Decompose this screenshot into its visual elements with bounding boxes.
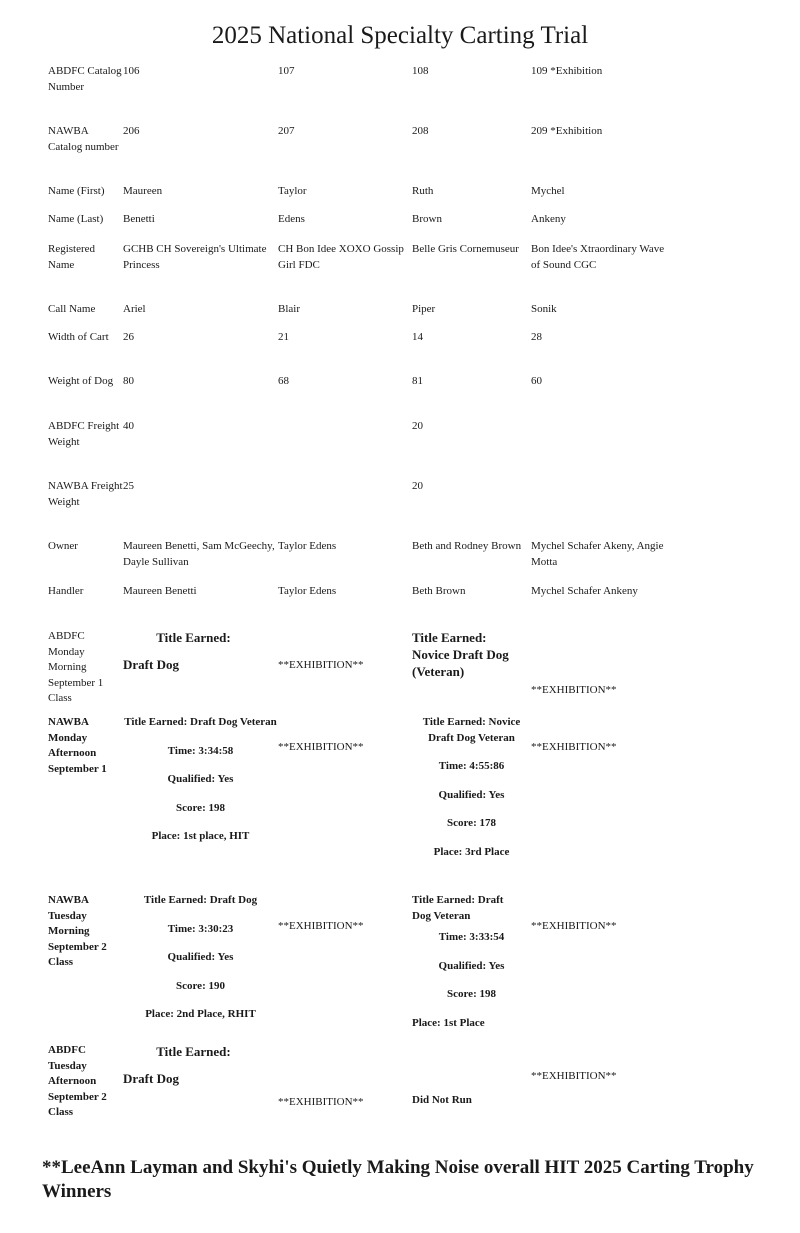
title-earned-value: Novice Draft Dog (Veteran): [412, 647, 509, 679]
result-cell: [412, 893, 531, 1043]
result-cell: [412, 629, 531, 715]
title-earned-label: Title Earned:: [156, 1044, 231, 1059]
table-row-name-first: [48, 184, 668, 212]
table-row-nawba-catalog: [48, 124, 668, 184]
score-value: Score: 178: [447, 817, 496, 829]
table-cell: Maureen: [123, 185, 163, 197]
table-cell: 25: [123, 480, 134, 492]
score-value: Score: 198: [447, 988, 496, 1000]
table-cell: 20: [412, 420, 423, 432]
row-label: Name (First): [48, 185, 105, 197]
table-cell: Ruth: [412, 185, 434, 197]
class-label: NAWBA Monday Afternoon September 1: [48, 716, 107, 775]
table-cell: 40: [123, 420, 134, 432]
row-label: Weight of Dog: [48, 375, 114, 387]
table-cell: Ariel: [123, 303, 146, 315]
table-row-nawba-monday: [48, 715, 668, 893]
table-row-owner: [48, 539, 668, 584]
row-label: Width of Cart: [48, 331, 109, 343]
row-label: NAWBA Freight Weight: [48, 480, 123, 508]
table-cell: [278, 479, 412, 539]
title-earned: Title Earned: Novice Draft Dog Veteran: [422, 716, 521, 744]
table-cell: Mychel: [531, 185, 565, 197]
class-label: NAWBA Tuesday Morning September 2 Class: [48, 894, 107, 968]
place-value: Place: 3rd Place: [433, 845, 510, 858]
table-cell: Maureen Benetti, Sam McGeechy, Dayle Sullivan: [123, 540, 275, 568]
table-cell: 107: [278, 65, 295, 77]
table-cell: Sonik: [531, 303, 557, 315]
exhibition-note: **EXHIBITION**: [531, 920, 617, 932]
qualified-value: Qualified: Yes: [167, 951, 234, 963]
table-row-abdfc-tuesday: [48, 1043, 668, 1123]
exhibition-note: **EXHIBITION**: [278, 1096, 364, 1108]
table-row-name-last: [48, 212, 668, 242]
table-row-nawba-tuesday: [48, 893, 668, 1043]
result-cell: [123, 1043, 278, 1123]
table-cell: [531, 479, 668, 539]
table-cell: 80: [123, 375, 134, 387]
row-label: Handler: [48, 585, 84, 597]
score-value: Score: 190: [176, 979, 225, 992]
table-row-abdfc-monday: [48, 629, 668, 715]
row-label: Registered Name: [48, 243, 96, 271]
table-cell: 207: [278, 125, 295, 137]
table-cell: 60: [531, 375, 542, 387]
table-cell: CH Bon Idee XOXO Gossip Girl FDC: [278, 243, 404, 271]
table-row-call-name: [48, 302, 668, 330]
exhibition-note: **EXHIBITION**: [531, 1070, 617, 1082]
table-cell: 109 *Exhibition: [531, 65, 603, 77]
table-row-cart-width: [48, 330, 668, 374]
exhibition-note: **EXHIBITION**: [531, 741, 617, 753]
table-cell: Edens: [278, 213, 305, 225]
table-cell: 20: [412, 480, 423, 492]
table-cell: [278, 419, 412, 479]
table-cell: 209 *Exhibition: [531, 125, 603, 137]
time-value: Time: 3:33:54: [438, 931, 505, 943]
time-value: Time: 3:34:58: [167, 744, 234, 757]
time-value: Time: 4:55:86: [438, 760, 505, 772]
table-cell: Blair: [278, 303, 300, 315]
table-cell: Ankeny: [531, 213, 566, 225]
title-earned: Title Earned: Draft Dog Veteran: [124, 716, 277, 728]
table-cell: Brown: [412, 213, 442, 225]
row-label: Owner: [48, 540, 78, 552]
table-cell: Belle Gris Cornemuseur: [412, 243, 519, 255]
class-label: ABDFC Tuesday Afternoon September 2 Class: [48, 1044, 107, 1118]
table-cell: 206: [123, 125, 140, 137]
row-label: Name (Last): [48, 213, 104, 225]
table-cell: Beth and Rodney Brown: [412, 540, 522, 552]
table-row-handler: [48, 584, 668, 629]
exhibition-note: **EXHIBITION**: [278, 659, 364, 671]
title-earned-label: Title Earned:: [412, 630, 487, 645]
table-cell: Piper: [412, 303, 436, 315]
place-value: Place: 2nd Place, RHIT: [145, 1008, 256, 1020]
table-row-nawba-freight: [48, 479, 668, 539]
title-earned-value: Draft Dog: [123, 1071, 179, 1086]
table-cell: Benetti: [123, 213, 155, 225]
table-cell: 81: [412, 375, 423, 387]
title-earned-value: Draft Dog: [123, 657, 179, 672]
table-cell: 14: [412, 331, 423, 343]
did-not-run: Did Not Run: [412, 1094, 472, 1106]
table-cell: 108: [412, 65, 429, 77]
table-row-abdfc-catalog: [48, 64, 668, 124]
table-cell: Bon Idee's Xtraordinary Wave of Sound CGC: [531, 243, 665, 271]
result-cell: [123, 629, 278, 715]
table-cell: Taylor Edens: [278, 585, 337, 597]
table-cell: 28: [531, 331, 542, 343]
table-cell: Taylor Edens: [278, 540, 337, 552]
class-label: ABDFC Monday Morning September 1 Class: [48, 630, 104, 704]
table-row-abdfc-freight: [48, 419, 668, 479]
title-earned: Title Earned: Draft Dog Veteran: [412, 894, 504, 922]
place-value: Place: 1st Place: [412, 1016, 485, 1029]
row-label: Call Name: [48, 303, 96, 315]
table-row-dog-weight: [48, 374, 668, 419]
table-cell: 26: [123, 331, 134, 343]
page-title: 2025 National Specialty Carting Trial: [211, 22, 589, 49]
result-cell: [123, 893, 278, 1043]
table-cell: Taylor: [278, 185, 307, 197]
row-label: NAWBA Catalog number: [48, 125, 119, 153]
exhibition-note: **EXHIBITION**: [278, 920, 364, 932]
place-value: Place: 1st place, HIT: [151, 830, 250, 842]
table-cell: 208: [412, 125, 429, 137]
qualified-value: Qualified: Yes: [438, 959, 505, 972]
trophy-winners-note: **LeeAnn Layman and Skyhi's Quietly Making Noise overall HIT 2025 Carting Trophy Winners: [42, 1157, 754, 1202]
result-cell: [412, 715, 531, 893]
table-cell: 68: [278, 375, 289, 387]
table-cell: Beth Brown: [412, 585, 466, 597]
result-cell: [123, 715, 278, 893]
qualified-value: Qualified: Yes: [167, 773, 234, 785]
exhibition-note: **EXHIBITION**: [531, 684, 617, 696]
table-cell: 21: [278, 331, 289, 343]
time-value: Time: 3:30:23: [167, 922, 234, 935]
table-row-registered-name: [48, 242, 668, 302]
table-cell: GCHB CH Sovereign's Ultimate Princess: [123, 243, 267, 271]
title-earned-label: Title Earned:: [156, 630, 231, 645]
title-earned: Title Earned: Draft Dog: [143, 894, 258, 906]
table-cell: 106: [123, 65, 140, 77]
row-label: ABDFC Catalog Number: [48, 65, 122, 93]
score-value: Score: 198: [176, 801, 225, 814]
table-cell: Maureen Benetti: [123, 585, 197, 597]
table-cell: Mychel Schafer Akeny, Angie Motta: [531, 540, 664, 568]
row-label: ABDFC Freight Weight: [48, 420, 120, 448]
table-cell: [531, 419, 668, 479]
table-cell: Mychel Schafer Ankeny: [531, 585, 638, 597]
qualified-value: Qualified: Yes: [438, 788, 505, 801]
results-table: [48, 64, 668, 1123]
exhibition-note: **EXHIBITION**: [278, 741, 364, 753]
